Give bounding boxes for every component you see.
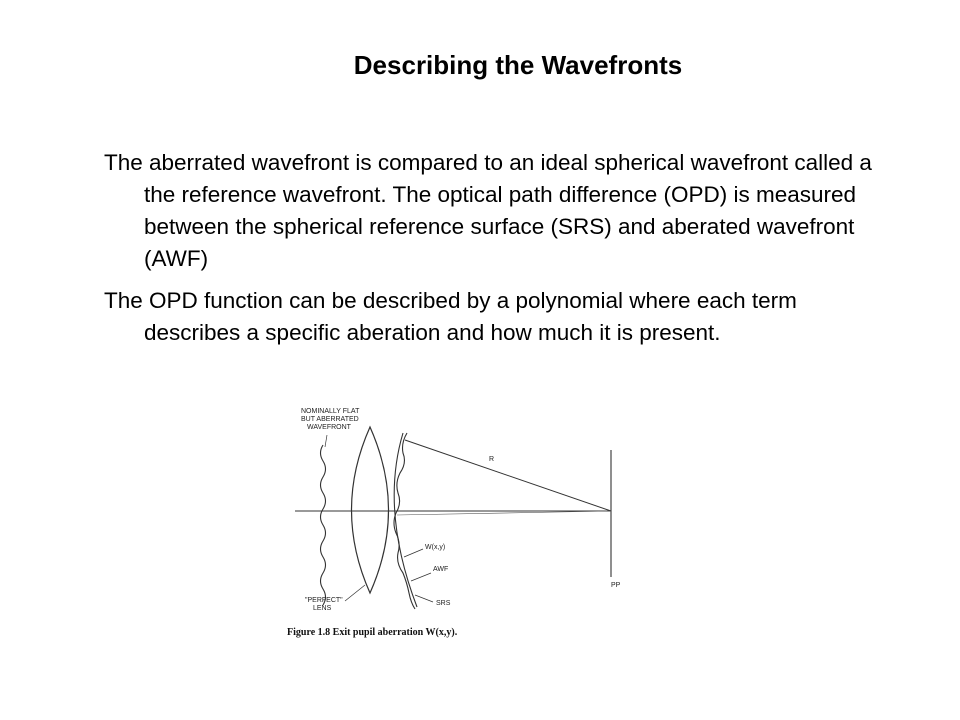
flat-wavefront-label-line3: WAVEFRONT [307, 424, 351, 431]
lens-leader [345, 585, 365, 601]
srs-leader [415, 595, 433, 602]
radius-ray [405, 440, 611, 511]
paragraph-reference-wavefront: The aberrated wavefront is compared to an ideal spherical wavefront called a the reference wavefront. The optical path difference (OPD) is measured between the spherical reference surface (SRS) and aberated wavefront (AWF) [104, 150, 872, 271]
wxy-leader [404, 549, 423, 557]
lens-label-line1: "PERFECT" [305, 597, 343, 604]
lens-label-line2: LENS [313, 605, 332, 612]
slide-body [104, 147, 884, 359]
radius-label: R [489, 456, 495, 463]
flat-wavefront-leader [325, 435, 327, 447]
slide-title: Describing the Wavefronts [353, 50, 683, 80]
pupil-plane-label: PP [611, 582, 621, 589]
figure-caption: Figure 1.8 Exit pupil aberration W(x,y). [287, 627, 458, 638]
axial-ray [397, 511, 611, 515]
srs-label: SRS [436, 600, 451, 607]
paragraph-opd-polynomial: The OPD function can be described by a polynomial where each term describes a specific aberation and how much it is present. [104, 288, 797, 345]
aberration-diagram [255, 395, 685, 655]
aberrated-flat-wavefront [321, 445, 326, 605]
perfect-lens [352, 427, 389, 593]
wxy-label: W(x,y) [425, 544, 446, 551]
awf-label: AWF [433, 566, 449, 573]
flat-wavefront-label-line1: NOMINALLY FLAT [301, 408, 360, 415]
flat-wavefront-label-line2: BUT ABERRATED [301, 416, 359, 423]
awf-leader [411, 573, 431, 581]
exit-pupil-aberration-figure [255, 395, 685, 655]
